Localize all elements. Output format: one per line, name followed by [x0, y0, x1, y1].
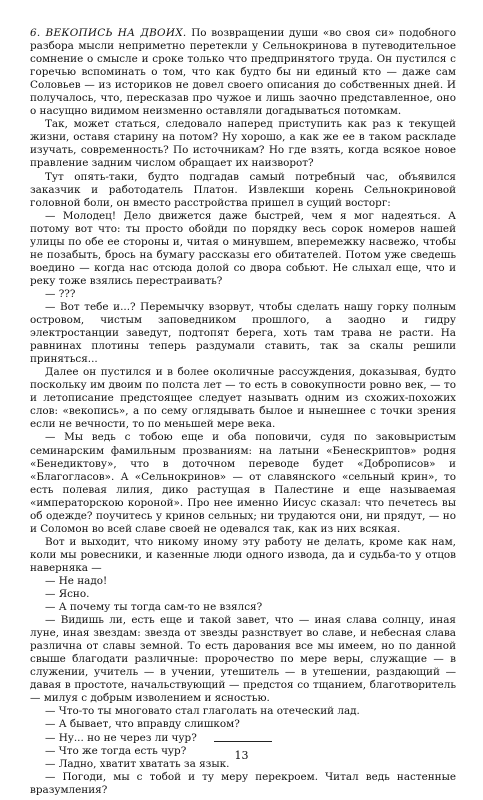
dialogue-line: — Мы ведь с тобою еще и оба поповичи, судя по заковыристым семинарским фамильным прозваниям: на латыни «Бенескриптов» родня «Бенедиктову», что в доточном переводе будет «Доброписов» и «Благогласов». А «Сельнокринов» — от славянского «сельный крин», то есть полевая лилия, дико растущая в Палестине и еще называемая «императорскою короной». Про нее именно Иисус сказал: что печетесь вы об одежде? поучитесь у кринов сельных; ни трудаются они, ни прядут, — но и Соломон во всей славе своей не одевался так, как из них всякая.: [30, 431, 456, 535]
dialogue-line: — Ну... но не через ли чур?: [45, 731, 197, 744]
dialogue-line: — Что-то ты многовато стал глаголать на отеческий лад.: [45, 705, 360, 718]
dialogue-line: — А бывает, что вправду слишком?: [45, 718, 240, 731]
intro-paragraph: [30, 27, 456, 118]
dialogue-line: — Погоди, мы с тобой и ту меру перекроем. Читал ведь настенные вразумления?: [30, 770, 456, 796]
dialogue-line: — А почему ты тогда сам-то не взялся?: [45, 601, 263, 614]
page-number: 13: [234, 749, 249, 762]
page-text: [30, 27, 456, 797]
dialogue-line: — ???: [45, 287, 76, 300]
dialogue-line: — Молодец! Дело движется даже быстрей, чем я мог надеяться. А потому вот что: ты просто обойди по порядку весь сорок номеров нашей улицы по обе ее стороны и, читая о минувшем, вперемежку насвежо, чтобы не позабыть, брось на бумагу рассказы его обитателей. Потом уже сведешь воедино — когда нас отсюда долой со двора собьют. Не слыхал еще, что и реку тоже взялись перестраивать?: [30, 209, 456, 287]
dialogue-line: — Что же тогда есть чур?: [45, 744, 187, 757]
intro-text: По возвращении души «во своя си» подобного разбора мысли неприметно перетекли у Сельнокринова в путеводительное сомнение о смысле и сроке только что предпринятого труда. Он пустился с горечью вспоминать о том, что как будто бы ни единый кто — даже сам Соловьев — из историков не довел своего описания до собственных дней. И получалось, что, пересказав про чужое и лишь заочно представленное, оно о насущно видимом неизменно оставляли догадываться потомкам.: [30, 27, 456, 118]
dialogue-line: — Вот тебе и...? Перемычку взорвут, чтобы сделать нашу горку полным островом, чистым заповедником прошлого, а заодно и гидру электростанции заведут, подтопят берега, хоть там трава не расти. На равнинах плотины теперь раздумали ставить, так за скалы решили приняться...: [30, 300, 456, 366]
paragraph: Далее он пустился и в более околичные рассуждения, доказывая, будто поскольку им двоим по полста лет — то есть в совокупности ровно век, — то и летописание предстоящее следует называть одним из схожих-похожих слов: «векопись», а по сему оглядывать былое и нынешнее с точки зрения если не вечности, то по меньшей мере века.: [30, 366, 456, 431]
paragraph: Так, может статься, следовало наперед приступить как раз к текущей жизни, оставя старину на потом? Ну хорошо, а как же ее в таком раскладе изучать, современность? По источникам? Но где взять, когда всякое новое правление задним числом обращает их наизворот?: [30, 118, 456, 170]
footer-rule: [214, 741, 272, 742]
dialogue-line: — Видишь ли, есть еще и такой завет, что — иная слава солнцу, иная луне, иная звездам: звезда от звезды разнствует во славе, и небесная слава различна от славы земной. То есть дарования все мы имеем, но по данной свыше благодати различные: пророчество по мере веры, служащие — в служении, учитель — в учении, утешитель — в утешении, раздающий — давая в простоте, начальствующий — предстоя со тщанием, благотворитель — милуя с добрым изволением и ясностью.: [30, 614, 456, 705]
dialogue-line: — Ясно.: [45, 588, 90, 601]
dialogue-line: — Не надо!: [45, 574, 108, 587]
dialogue-line: — Ладно, хватит хватать за язык.: [45, 757, 230, 770]
section-heading: 6. ВЕКОПИСЬ НА ДВОИХ.: [30, 27, 187, 39]
paragraph: Вот и выходит, что никому иному эту работу не делать, кроме как нам, коли мы ровесники, и казенные люди одного извода, да и судьба-то у отцов наверняка —: [30, 535, 456, 574]
paragraph: Тут опять-таки, будто подгадав самый потребный час, объявился заказчик и работодатель Платон. Извлекши корень Сельнокриновой головной боли, он вместо расстройства пришел в сущий восторг:: [30, 170, 456, 209]
